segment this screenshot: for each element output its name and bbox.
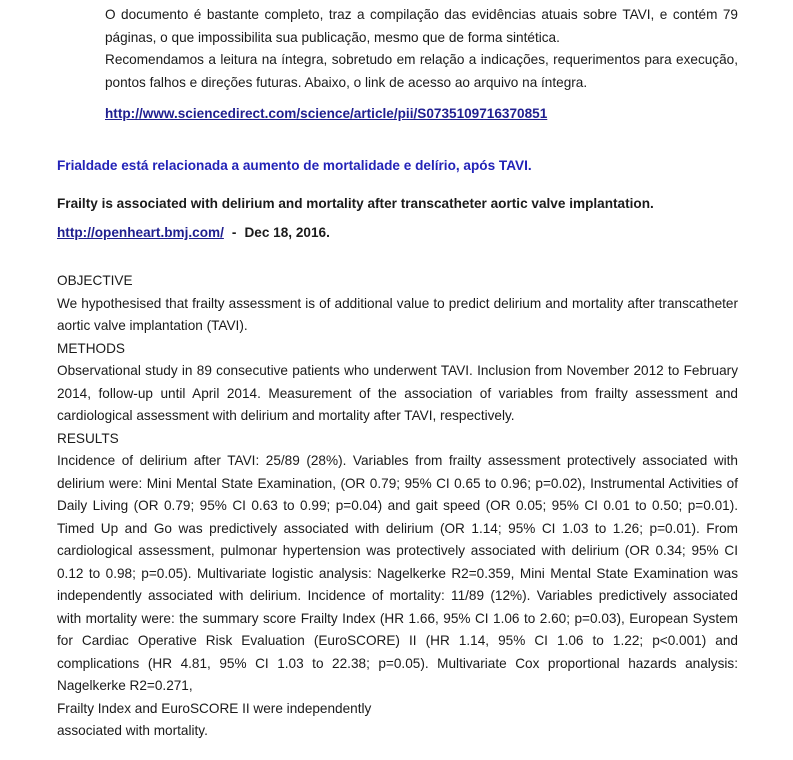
intro-paragraph-2: Recomendamos a leitura na íntegra, sobretudo em relação a indicações, requerimentos para execução, pontos falhos e direções futuras. Abaixo, o link de acesso ao arquivo na íntegra.	[105, 52, 738, 90]
intro-link-line	[105, 103, 738, 126]
methods-text: Observational study in 89 consecutive patients who underwent TAVI. Inclusion from November 2012 to February 2014, follow-up until April 2014. Measurement of the association of variables from frailty assessment and cardiological assessment with delirium and mortality after TAVI, respectively.	[57, 363, 738, 423]
results-text: Incidence of delirium after TAVI: 25/89 (28%). Variables from frailty assessment protectively associated with delirium were: Mini Mental State Examination, (OR 0.79; 95% CI 0.65 to 0.96; p=0.02), Instrumental Activities of Daily Living (OR 0.79; 95% CI 0.63 to 0.99; p=0.04) and gait speed (OR 0.05; 95% CI 0.01 to 0.50; p=0.01). Timed Up and Go was predictively associated with delirium (OR 1.14; 95% CI 1.03 to 1.26; p=0.01). From cardiological assessment, pulmonar hypertension was protectively associated with delirium (OR 0.34; 95% CI 0.12 to 0.98; p=0.05). Multivariate logistic analysis: Nagelkerke R2=0.359, Mini Mental State Examination was independently associated with delirium. Incidence of mortality: 11/89 (12%). Variables predictively associated with mortality were: the summary score Frailty Index (HR 1.66, 95% CI 1.06 to 2.60; p=0.03), European System for Cardiac Operative Risk Evaluation (EuroSCORE) II (HR 1.14, 95% CI 1.06 to 1.22; p<0.001) and complications (HR 4.81, 95% CI 1.03 to 22.38; p=0.05). Multivariate Cox proportional hazards analysis: Nagelkerke R2=0.271,	[57, 453, 738, 693]
abstract	[57, 270, 738, 743]
intro-section	[105, 4, 738, 126]
results-label: RESULTS	[57, 430, 119, 446]
objective-text: We hypothesised that frailty assessment is of additional value to predict delirium and mortality after transcatheter aortic valve implantation (TAVI).	[57, 295, 738, 333]
sciencedirect-link[interactable]: http://www.sciencedirect.com/science/article/pii/S0735109716370851	[105, 106, 548, 121]
portuguese-heading: Frialdade está relacionada a aumento de mortalidade e delírio, após TAVI.	[57, 158, 532, 173]
methods-label: METHODS	[57, 340, 125, 356]
source-separator: -	[231, 225, 237, 240]
objective-label: OBJECTIVE	[57, 273, 133, 288]
intro-paragraph-1: O documento é bastante completo, traz a compilação das evidências atuais sobre TAVI, e contém 79 páginas, o que impossibilita sua publicação, mesmo que de forma sintética.	[105, 7, 738, 45]
source-line	[57, 225, 330, 240]
article-title: Frailty is associated with delirium and mortality after transcatheter aortic valve implantation.	[57, 196, 654, 211]
results-line-3: associated with mortality.	[57, 723, 208, 738]
openheart-link[interactable]: http://openheart.bmj.com/	[57, 225, 224, 240]
results-line-2: Frailty Index and EuroSCORE II were independently	[57, 700, 372, 716]
article-date: Dec 18, 2016.	[244, 225, 330, 240]
